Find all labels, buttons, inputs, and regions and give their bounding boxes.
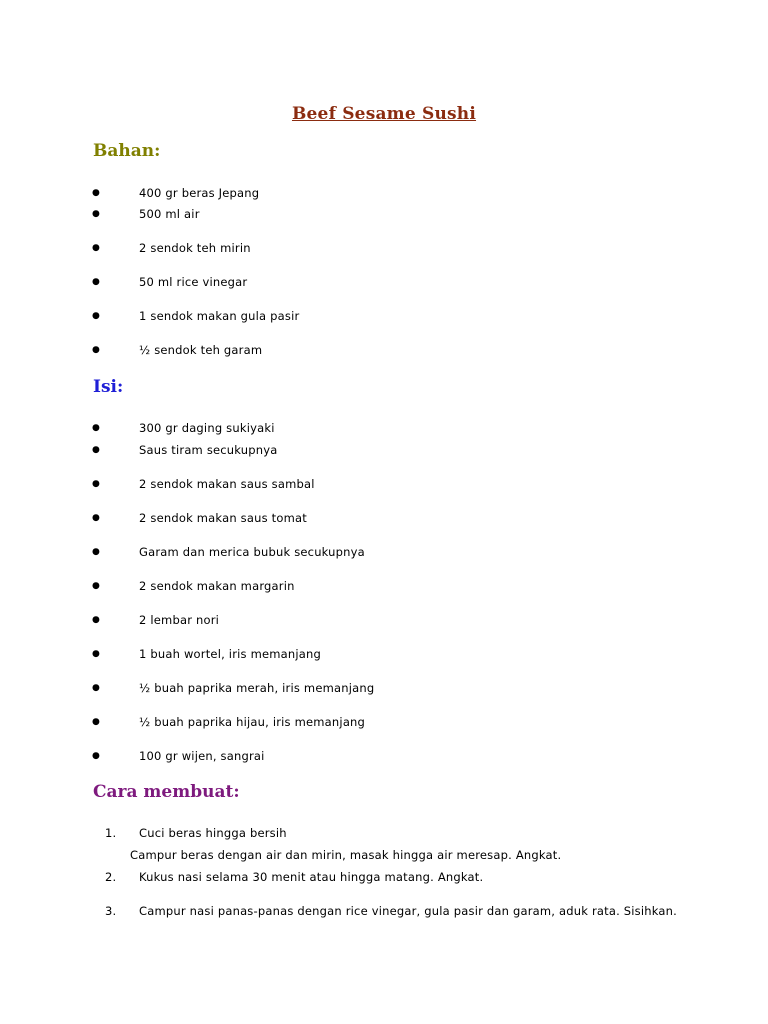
bullet-icon: ● (92, 345, 101, 355)
list-item: ● 50 ml rice vinegar (92, 275, 248, 289)
bullet-icon: ● (92, 243, 101, 253)
step-item (0, 825, 768, 841)
bullet-icon: ● (92, 547, 101, 557)
list-item: ● 2 sendok makan margarin (92, 579, 295, 593)
step-text: Cuci beras hingga bersih (139, 826, 287, 840)
list-item: ● ½ sendok teh garam (92, 343, 263, 357)
cara-heading: Cara membuat: (93, 782, 240, 802)
bullet-icon: ● (92, 717, 101, 727)
bullet-icon: ● (92, 445, 101, 455)
bullet-icon: ● (92, 277, 101, 287)
bullet-icon: ● (92, 513, 101, 523)
step-item (0, 847, 768, 863)
step-text: Kukus nasi selama 30 menit atau hingga matang. Angkat. (139, 870, 484, 884)
bullet-icon: ● (92, 423, 101, 433)
list-item: ● 300 gr daging sukiyaki (92, 421, 275, 435)
step-number: 2. (105, 870, 117, 884)
list-item: ● Saus tiram secukupnya (92, 443, 278, 457)
bullet-icon: ● (92, 683, 101, 693)
bullet-icon: ● (92, 649, 101, 659)
list-item: ● 400 gr beras Jepang (92, 186, 260, 200)
list-item: ● ½ buah paprika merah, iris memanjang (92, 681, 375, 695)
bullet-icon: ● (92, 209, 101, 219)
list-item: ● 2 sendok makan saus sambal (92, 477, 315, 491)
step-text: Campur nasi panas-panas dengan rice vinegar, gula pasir dan garam, aduk rata. Sisihkan. (139, 904, 678, 918)
list-item: ● 1 buah wortel, iris memanjang (92, 647, 322, 661)
step-item (0, 869, 768, 885)
bahan-heading: Bahan: (93, 141, 161, 161)
bullet-icon: ● (92, 479, 101, 489)
step-item (0, 903, 768, 919)
list-item: ● ½ buah paprika hijau, iris memanjang (92, 715, 366, 729)
isi-heading: Isi: (93, 377, 124, 397)
recipe-title: Beef Sesame Sushi (291, 104, 477, 124)
bullet-icon: ● (92, 188, 101, 198)
step-number: 3. (105, 904, 117, 918)
bullet-icon: ● (92, 581, 101, 591)
list-item: ● 2 sendok teh mirin (92, 241, 251, 255)
step-text: Campur beras dengan air dan mirin, masak hingga air meresap. Angkat. (130, 848, 562, 862)
bullet-icon: ● (92, 751, 101, 761)
list-item: ● Garam dan merica bubuk secukupnya (92, 545, 365, 559)
list-item: ● 100 gr wijen, sangrai (92, 749, 265, 763)
bullet-icon: ● (92, 615, 101, 625)
list-item: ● 500 ml air (92, 207, 200, 221)
bullet-icon: ● (92, 311, 101, 321)
list-item: ● 2 lembar nori (92, 613, 220, 627)
step-number: 1. (105, 826, 117, 840)
list-item: ● 1 sendok makan gula pasir (92, 309, 300, 323)
list-item: ● 2 sendok makan saus tomat (92, 511, 307, 525)
